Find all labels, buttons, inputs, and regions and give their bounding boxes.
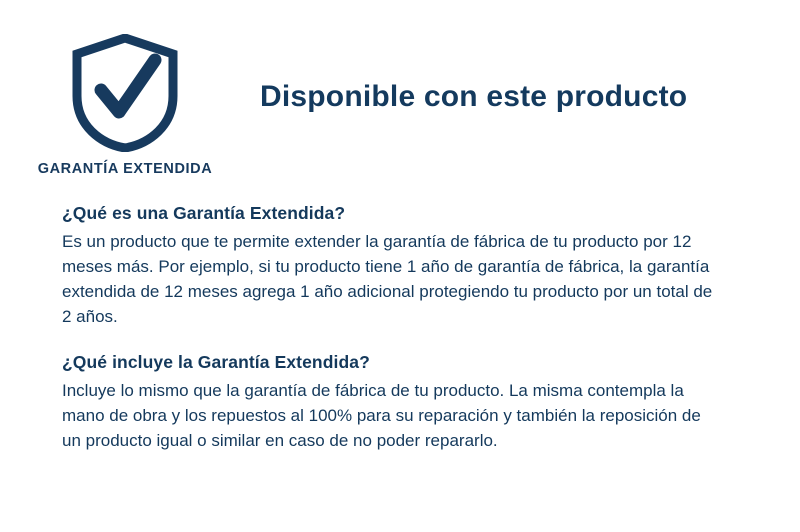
page-title: Disponible con este producto	[260, 79, 688, 113]
section-heading: ¿Qué incluye la Garantía Extendida?	[62, 351, 370, 372]
section-heading: ¿Qué es una Garantía Extendida?	[62, 203, 346, 223]
header	[0, 0, 800, 177]
section-body: Es un producto que te permite extender la garantía de fábrica de tu producto por 12 meses más. Por ejemplo, si tu producto tiene 1 año de garantía de fábrica, la garantía extendida de 12 meses agrega 1 año adicional protegiendo tu producto por un total de 2 años.	[62, 232, 713, 327]
shield-check-icon	[69, 34, 181, 152]
section-body: Incluye lo mismo que la garantía de fábrica de tu producto. La misma contempla la mano de obra y los repuestos al 100% para su reparación y también la reposición de un producto igual o similar en caso de no poder repararlo.	[62, 380, 701, 450]
section-what-includes	[62, 352, 738, 453]
section-what-is	[62, 203, 738, 330]
warranty-badge	[0, 34, 250, 177]
badge-caption: GARANTÍA EXTENDIDA	[37, 161, 213, 177]
content	[0, 177, 800, 453]
